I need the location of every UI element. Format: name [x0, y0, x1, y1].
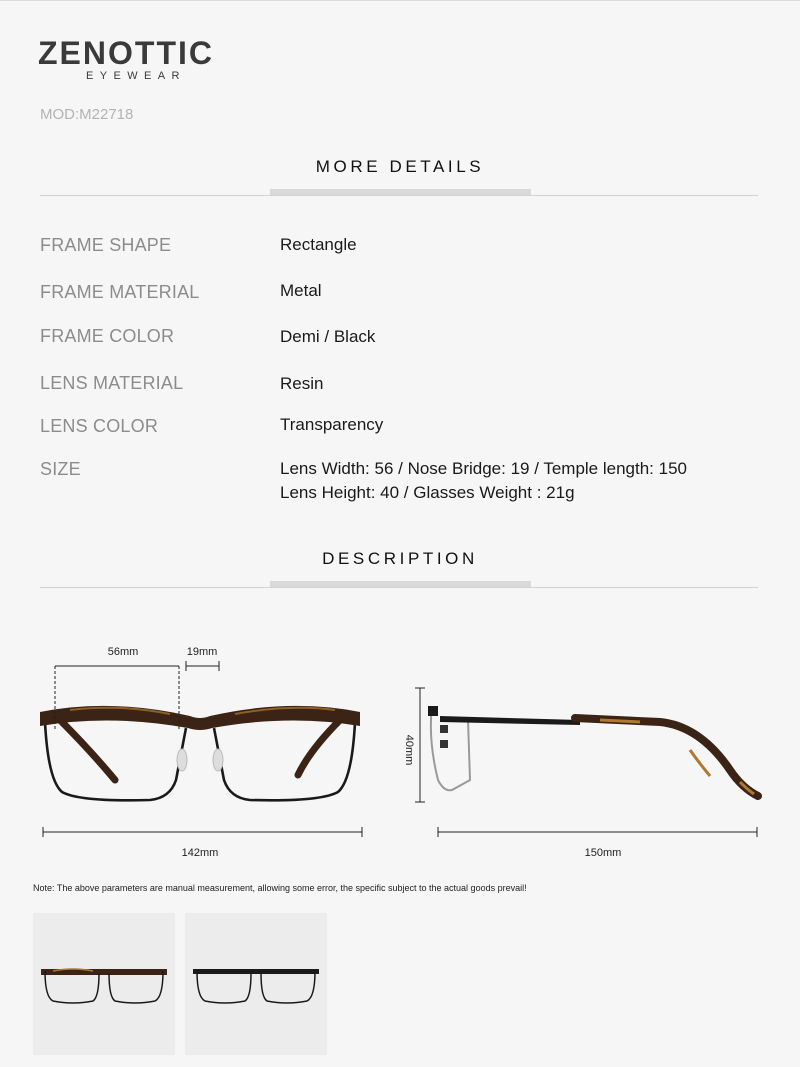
- spec-value-frame-shape: Rectangle: [280, 235, 357, 254]
- spec-value-frame-material: Metal: [280, 281, 322, 300]
- description-title: DESCRIPTION: [322, 549, 478, 568]
- spec-label-frame-material: FRAME MATERIAL: [40, 282, 200, 302]
- dimension-diagram: [0, 630, 800, 870]
- spec-label-frame-shape: FRAME SHAPE: [40, 235, 172, 255]
- thumbnail-black[interactable]: [185, 913, 327, 1055]
- brand-logo: [38, 36, 238, 82]
- top-divider: [0, 0, 800, 1]
- bridge-label: 19mm: [186, 646, 218, 658]
- more-details-title: MORE DETAILS: [315, 157, 485, 176]
- brand-name: ZENOTTIC: [38, 35, 214, 71]
- front-view-glasses: [40, 706, 360, 800]
- spec-label-frame-color: FRAME COLOR: [40, 326, 175, 346]
- temple-length-label: 150mm: [584, 847, 622, 859]
- measurement-note: Note: The above parameters are manual measurement, allowing some error, the specific subject to the actual goods prevail!: [33, 883, 527, 893]
- model-number: MOD:M22718: [40, 106, 134, 123]
- spec-label-lens-material: LENS MATERIAL: [40, 373, 184, 393]
- thumbnail-demi[interactable]: [33, 913, 175, 1055]
- spec-label-lens-color: LENS COLOR: [40, 416, 159, 436]
- frame-width-label: 142mm: [181, 847, 219, 859]
- spec-value-size-line1: Lens Width: 56 / Nose Bridge: 19 / Temple length: 150: [280, 459, 687, 478]
- description-divider: [40, 587, 758, 588]
- lens-width-label: 56mm: [107, 646, 139, 658]
- brand-tagline: EYEWEAR: [86, 70, 186, 82]
- lens-height-label: 40mm: [403, 734, 415, 766]
- glasses-demi-icon: [33, 913, 175, 1055]
- spec-value-lens-material: Resin: [280, 374, 324, 393]
- glasses-black-icon: [185, 913, 327, 1055]
- spec-value-frame-color: Demi / Black: [280, 327, 376, 346]
- spec-value-lens-color: Transparency: [280, 415, 384, 434]
- spec-value-size-line2: Lens Height: 40 / Glasses Weight : 21g: [280, 483, 575, 502]
- spec-label-size: SIZE: [40, 459, 81, 479]
- more-details-divider: [40, 195, 758, 196]
- side-view-glasses: [428, 706, 758, 796]
